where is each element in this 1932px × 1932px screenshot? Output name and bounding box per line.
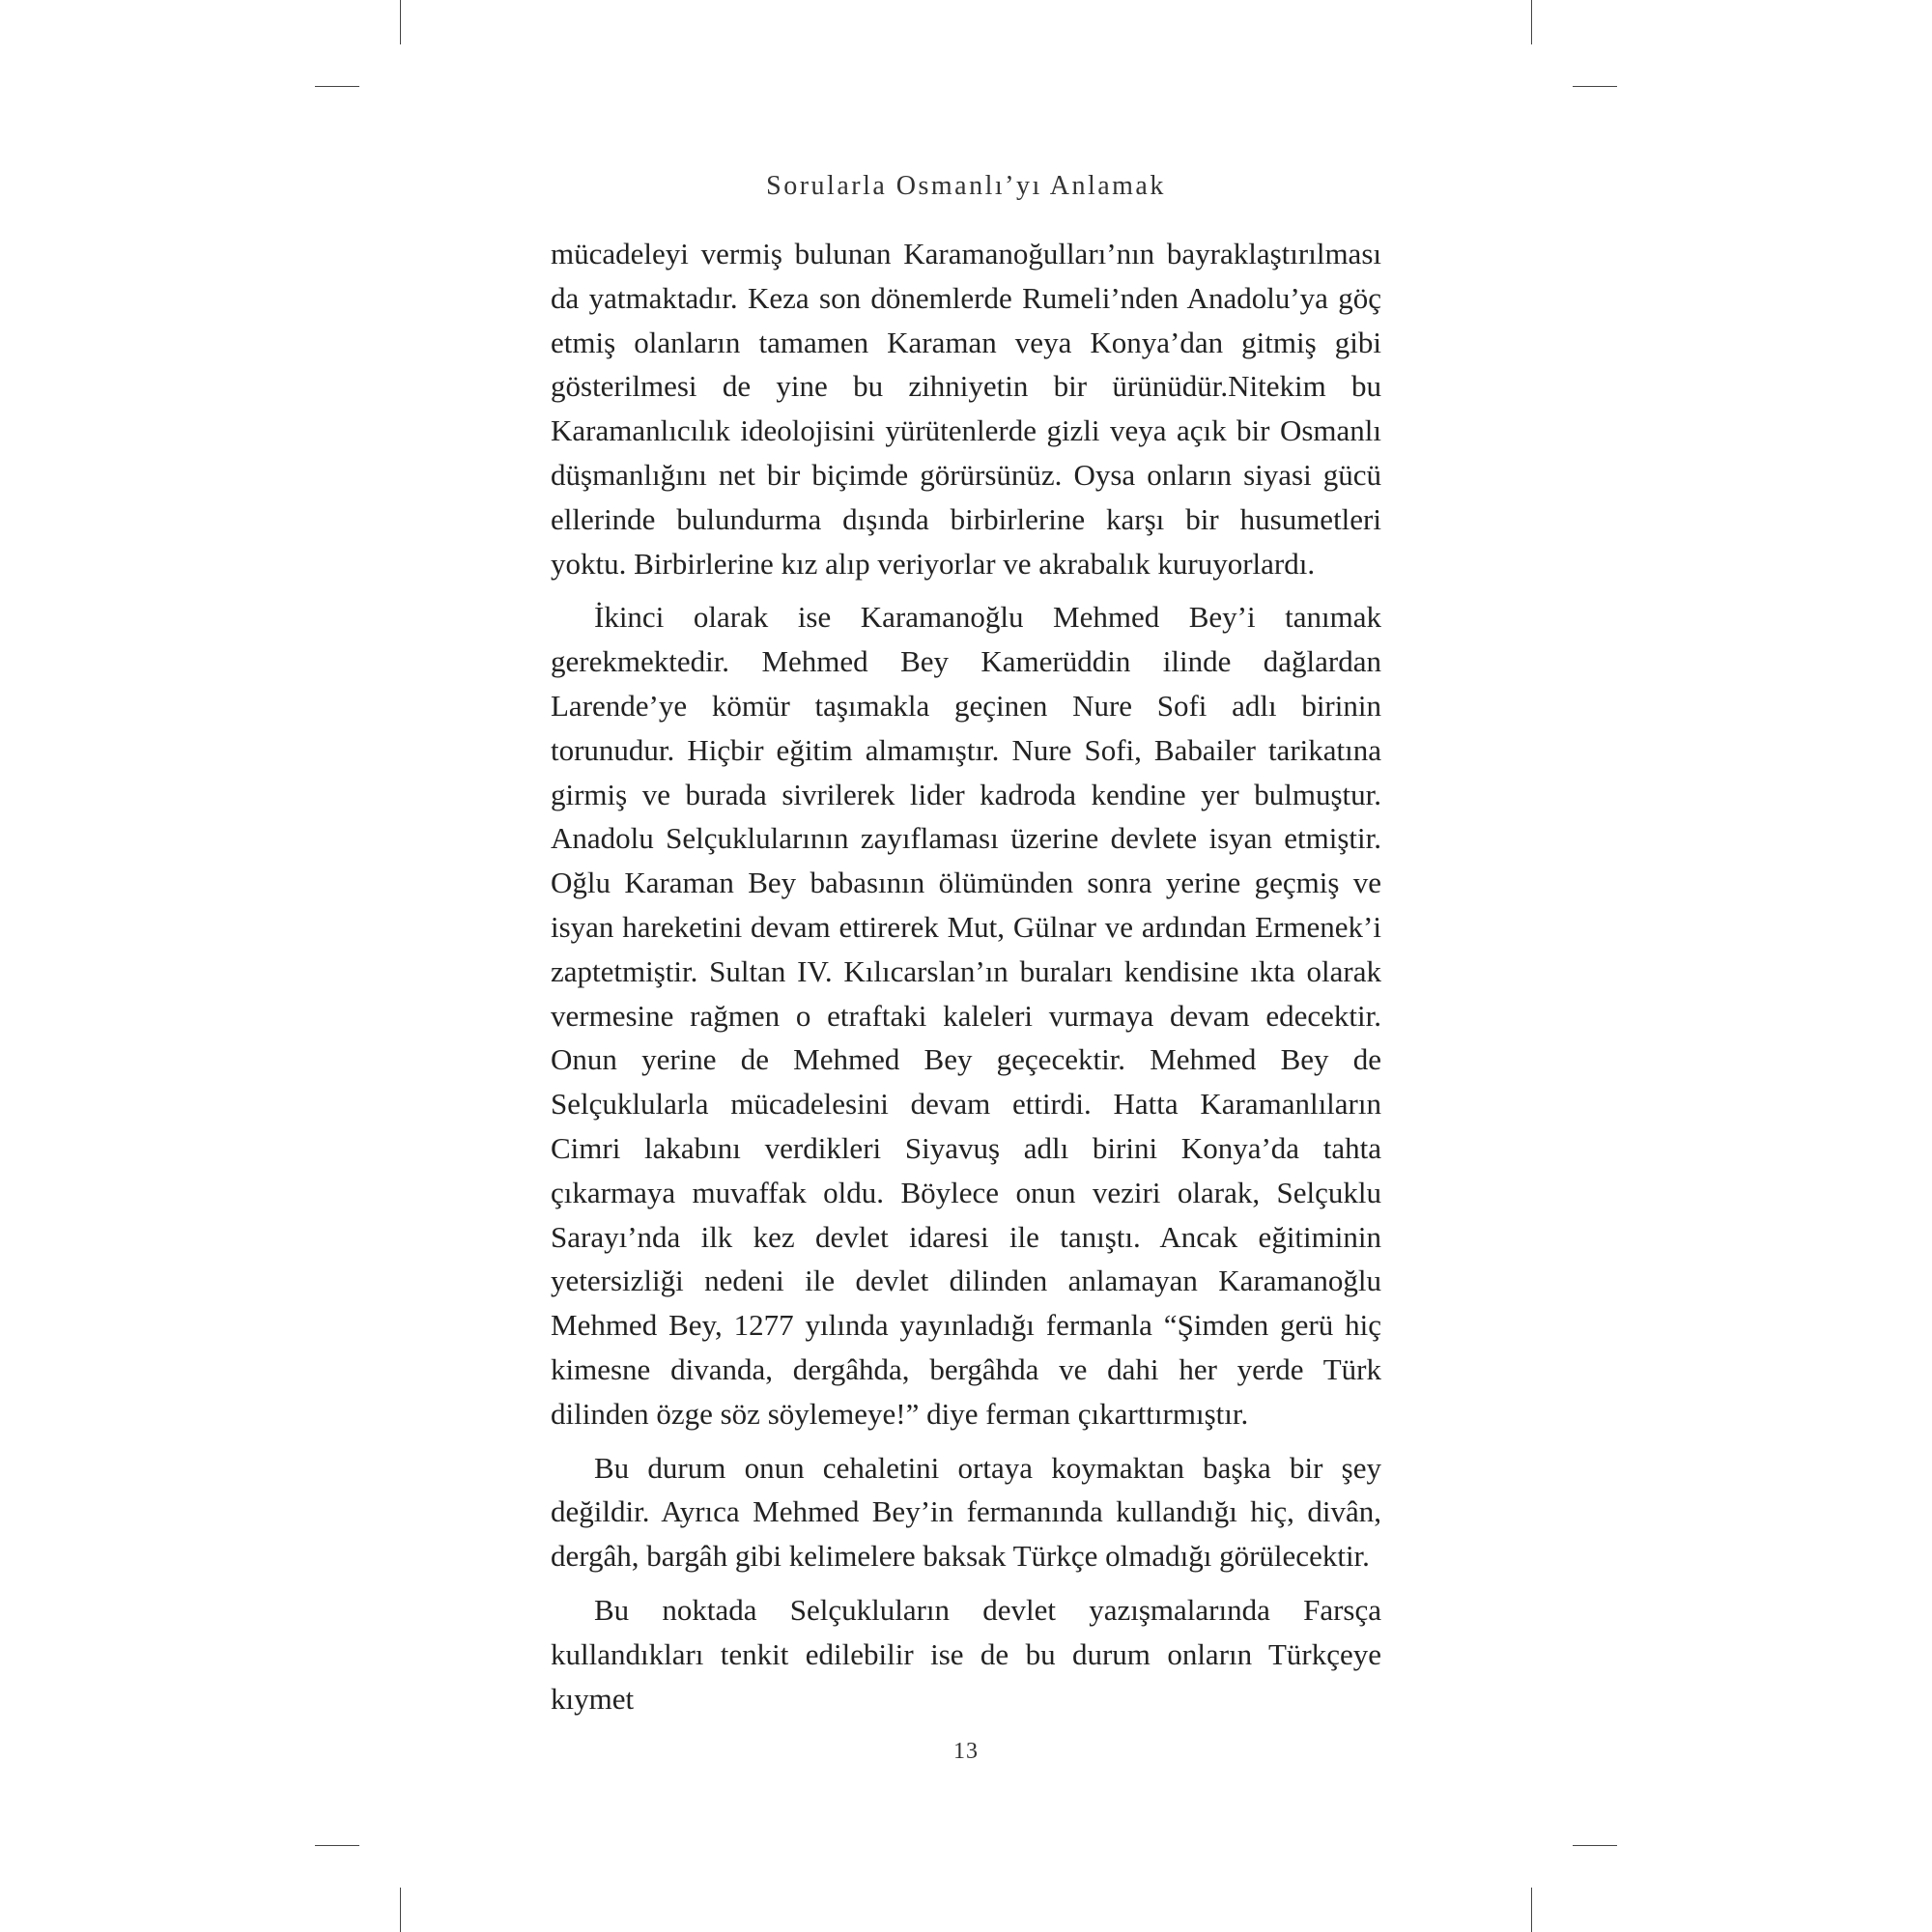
crop-mark-top-left (400, 0, 401, 44)
crop-mark-left-top (315, 86, 359, 87)
crop-mark-bottom-right (1531, 1888, 1532, 1932)
running-head-title: Sorularla Osmanlı’yı Anlamak (766, 171, 1166, 201)
page-number: 13 (953, 1739, 979, 1764)
crop-mark-right-bottom (1573, 1845, 1617, 1846)
crop-mark-left-bottom (315, 1845, 359, 1846)
crop-mark-right-top (1573, 86, 1617, 87)
body-text (551, 232, 1381, 1730)
paragraph-1: mücadeleyi vermiş bulunan Karamanoğulları’nın bayraklaştırılması da yatmaktadır. Keza son dönemlerde Rumeli’nden Anadolu’ya göç etmiş olanların tamamen Karaman veya Konya’dan gitmiş gibi gösterilmesi de yine bu zihniyetin bir ürünüdür.Nitekim bu Karamanlıcılık ideolojisini yürütenlerde gizli veya açık bir Osmanlı düşmanlığını net bir biçimde görürsünüz. Oysa onların siyasi gücü ellerinde bulundurma dışında birbirlerine karşı bir husumetleri yoktu. Birbirlerine kız alıp veriyorlar ve akrabalık kuruyorlardı. (551, 237, 1381, 581)
paragraph-4: Bu noktada Selçukluların devlet yazışmalarında Farsça kullandıkları tenkit edilebilir ise de bu durum onların Türkçeye kıymet (551, 1592, 1381, 1716)
crop-mark-bottom-left (400, 1888, 401, 1932)
paragraph-3: Bu durum onun cehaletini ortaya koymaktan başka bir şey değildir. Ayrıca Mehmed Bey’in fermanında kullandığı hiç, divân, dergâh, bargâh gibi kelimelere baksak Türkçe olmadığı görülecektir. (551, 1450, 1381, 1574)
paragraph-2: İkinci olarak ise Karamanoğlu Mehmed Bey’i tanımak gerekmektedir. Mehmed Bey Kamerüddin ilinde dağlardan Larende’ye kömür taşımakla geçinen Nure Sofi adlı birinin torunudur. Hiçbir eğitim almamıştır. Nure Sofi, Babailer tarikatına girmiş ve burada sivrilerek lider kadroda kendine yer bulmuştur. Anadolu Selçuklularının zayıflaması üzerine devlete isyan etmiştir. Oğlu Karaman Bey babasının ölümünden sonra yerine geçmiş ve isyan hareketini devam ettirerek Mut, Gülnar ve ardından Ermenek’i zaptetmiştir. Sultan IV. Kılıcarslan’ın buraları kendisine ıkta olarak vermesine rağmen o etraftaki kaleleri vurmaya devam edecektir. Onun yerine de Mehmed Bey geçecektir. Mehmed Bey de Selçuklularla mücadelesini devam ettirdi. Hatta Karamanlıların Cimri lakabını verdikleri Siyavuş adlı birini Konya’da tahta çıkarmaya muvaffak oldu. Böylece onun veziri olarak, Selçuklu Sarayı’nda ilk kez devlet idaresi ile tanıştı. Ancak eğitiminin yetersizliği nedeni ile devlet dilinden anlamayan Karamanoğlu Mehmed Bey, 1277 yılında yayınladığı fermanla “Şimden gerü hiç kimesne divanda, dergâhda, bergâhda ve dahi her yerde Türk dilinden özge söz söylemeye!” diye ferman çıkarttırmıştır. (551, 600, 1381, 1431)
crop-mark-top-right (1531, 0, 1532, 44)
